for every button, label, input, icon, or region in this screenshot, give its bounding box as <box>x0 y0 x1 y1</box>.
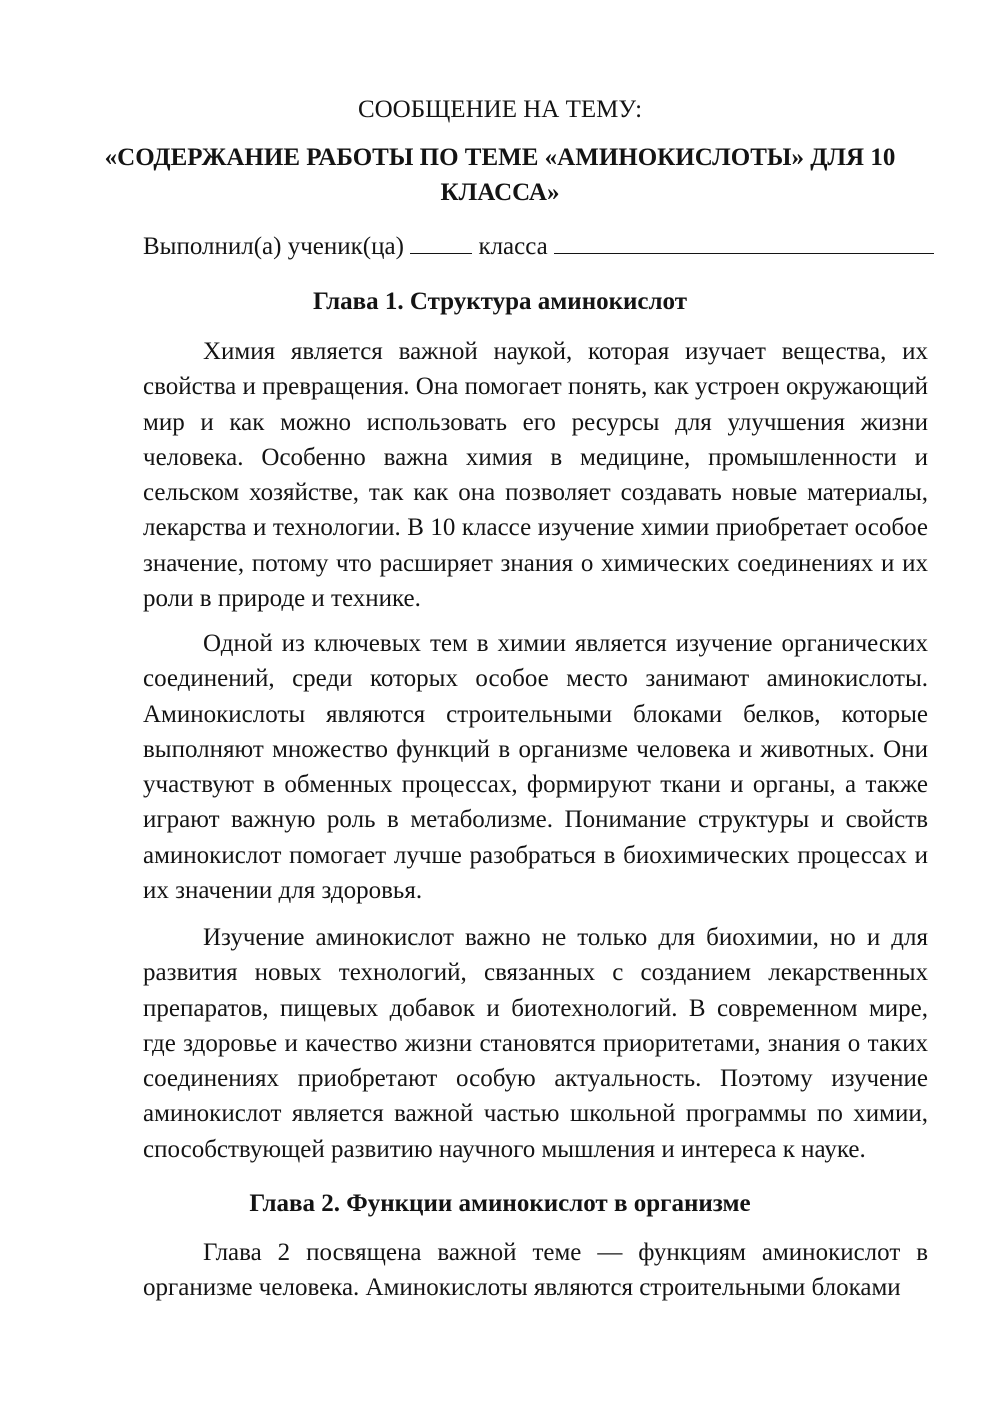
chapter-1-paragraph-3: Изучение аминокислот важно не только для биохимии, но и для развития новых технологий, связанных с созданием лекарственных препаратов, пищевых добавок и биотехнологий. В современном мире, где здоровье и качество жизни становятся приоритетами, знания о таких соединениях приобретают особую актуальность. Поэтому изучение аминокислот является важной частью школьной программы по химии, способствующей развитию научного мышления и интереса к науке. <box>143 924 928 1163</box>
chapter-1-paragraph-2: Одной из ключевых тем в химии является изучение органических соединений, среди которых особое место занимают аминокислоты. Аминокислоты являются строительными блоками белков, которые выполняют множество функций в организме человека и животных. Они участвуют в обменных процессах, формируют ткани и органы, а также играют важную роль в метаболизме. Понимание структуры и свойств аминокислот помогает лучше разобраться в биохимических процессах и их значении для здоровья. <box>143 630 928 905</box>
chapter-1-heading: Глава 1. Структура аминокислот <box>313 288 687 315</box>
author-line <box>143 229 943 264</box>
message-heading: СООБЩЕНИЕ НА ТЕМУ: <box>357 96 643 123</box>
report-title-line-1: «СОДЕРЖАНИЕ РАБОТЫ ПО ТЕМЕ «АМИНОКИСЛОТЫ» ДЛЯ 10 <box>104 144 896 171</box>
chapter-1-paragraph-1: Химия является важной наукой, которая изучает вещества, их свойства и превращения. Она помогает понять, как устроен окружающий мир и как можно использовать его ресурсы для улучшения жизни человека. Особенно важна химия в медицине, промышленности и сельском хозяйстве, так как она позволяет создавать новые материалы, лекарства и технологии. В 10 классе изучение химии приобретает особое значение, потому что расширяет знания о химических соединениях и их роли в природе и технике. <box>143 338 928 613</box>
performed-by-label: Выполнил(а) ученик(ца) <box>143 233 404 260</box>
student-name-blank <box>554 229 934 254</box>
class-word-label: класса <box>478 233 548 260</box>
chapter-2-heading: Глава 2. Функции аминокислот в организме <box>249 1190 751 1217</box>
chapter-2-paragraph-1: Глава 2 посвящена важной теме — функциям аминокислот в организме человека. Аминокислоты являются строительными блоками <box>143 1239 928 1302</box>
class-number-blank <box>410 229 472 254</box>
report-title-line-2: КЛАССА» <box>440 179 560 206</box>
